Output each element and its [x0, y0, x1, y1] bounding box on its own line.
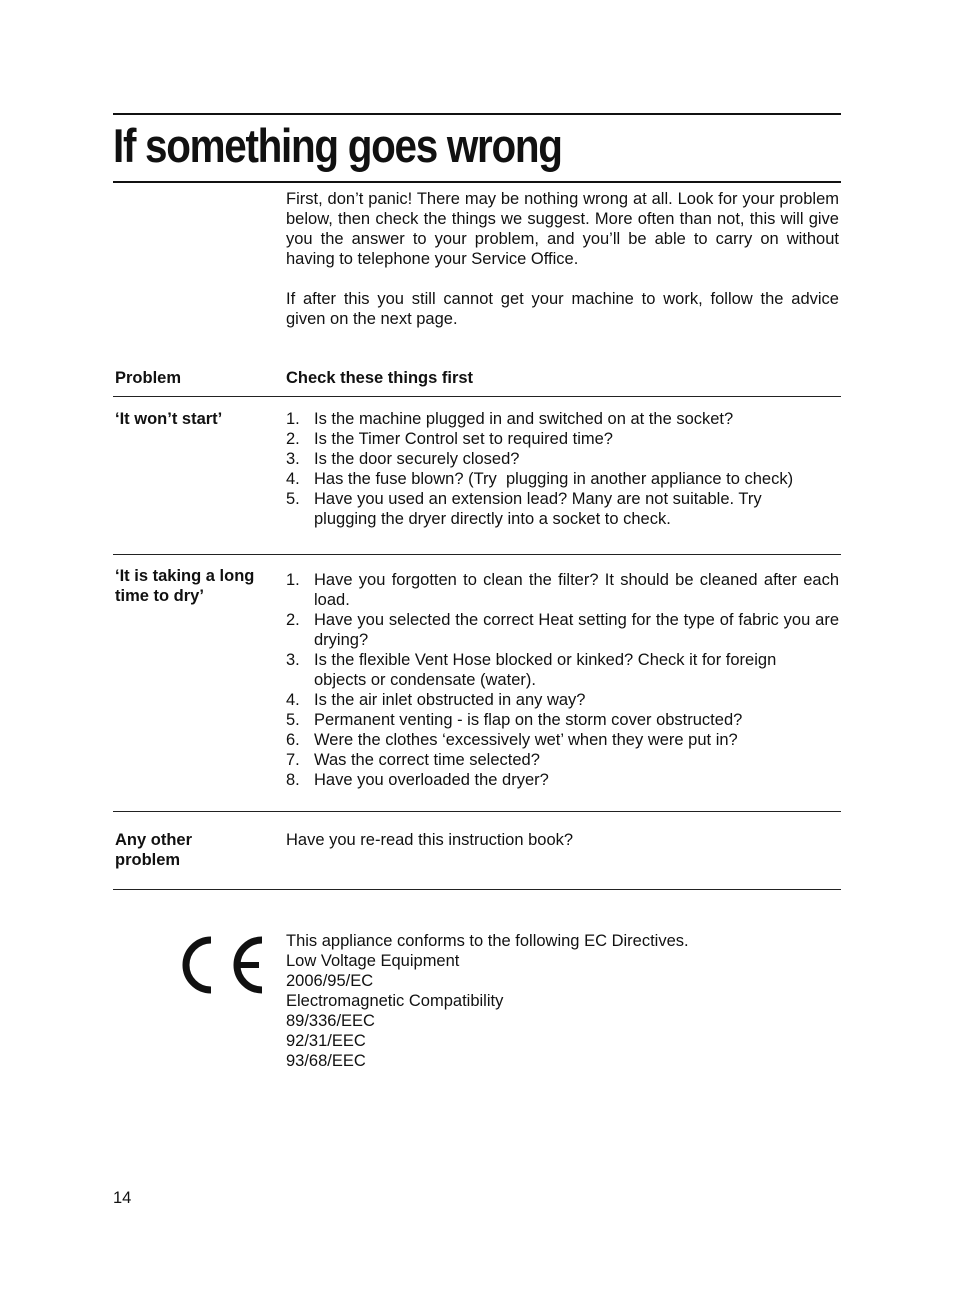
intro-paragraph-1: First, don’t panic! There may be nothing wrong at all. Look for your problem below, then check the things we suggest. More often than not, this will give you the answer to your problem, and you’ll be able to carry on without having to telephone your Service Office.: [286, 190, 839, 268]
directive-line: 89/336/EEC: [286, 1012, 375, 1030]
list-item: 2. Have you selected the correct Heat setting for the type of fabric you are drying?: [286, 611, 839, 649]
checks-list-long-dry: [286, 570, 839, 790]
list-item: 3. Is the door securely closed?: [286, 450, 520, 468]
directive-line: This appliance conforms to the following EC Directives.: [286, 932, 689, 950]
row-divider-2: [113, 811, 841, 812]
problem-label-long-dry: ‘It is taking a long time to dry’: [115, 567, 255, 605]
directive-line: Low Voltage Equipment: [286, 952, 460, 970]
ce-mark-icon: [181, 936, 267, 994]
list-item: 4. Is the air inlet obstructed in any way?: [286, 691, 586, 709]
header-divider: [113, 396, 841, 397]
page-number: 14: [113, 1189, 132, 1207]
ec-directives: [286, 931, 689, 1071]
directive-line: Electromagnetic Compatibility: [286, 992, 504, 1010]
row-divider-1: [113, 554, 841, 555]
list-item: 6. Were the clothes ‘excessively wet’ when they were put in?: [286, 731, 738, 749]
list-item: 1. Have you forgotten to clean the filter? It should be cleaned after each load.: [286, 571, 839, 609]
intro-paragraph-2: If after this you still cannot get your machine to work, follow the advice given on the next page.: [286, 290, 839, 328]
directive-line: 2006/95/EC: [286, 972, 374, 990]
list-item: 5. Have you used an extension lead? Many are not suitable. Try plugging the dryer directly into a socket to check.: [286, 490, 762, 528]
list-item: 2. Is the Timer Control set to required time?: [286, 430, 613, 448]
directive-line: 92/31/EEC: [286, 1032, 366, 1050]
directive-line: 93/68/EEC: [286, 1052, 366, 1070]
column-header-checks: Check these things first: [286, 369, 474, 387]
list-item: 8. Have you overloaded the dryer?: [286, 771, 549, 789]
list-item: 3. Is the flexible Vent Hose blocked or kinked? Check it for foreign objects or condensate (water).: [286, 651, 777, 689]
list-item: 5. Permanent venting - is flap on the storm cover obstructed?: [286, 711, 743, 729]
page-title: If something goes wrong: [113, 119, 562, 172]
problem-label-other: Any other problem: [115, 831, 193, 869]
row-divider-3: [113, 889, 841, 890]
checks-list-wont-start: [286, 409, 839, 529]
title-top-rule: [113, 113, 841, 115]
list-item: 7. Was the correct time selected?: [286, 751, 540, 769]
title-bottom-rule: [113, 181, 841, 183]
list-item: 1. Is the machine plugged in and switched on at the socket?: [286, 410, 734, 428]
list-item: 4. Has the fuse blown? (Try plugging in another appliance to check): [286, 470, 794, 488]
answer-other: Have you re-read this instruction book?: [286, 831, 574, 849]
column-header-problem: Problem: [115, 369, 182, 387]
problem-label-wont-start: ‘It won’t start’: [115, 410, 223, 428]
